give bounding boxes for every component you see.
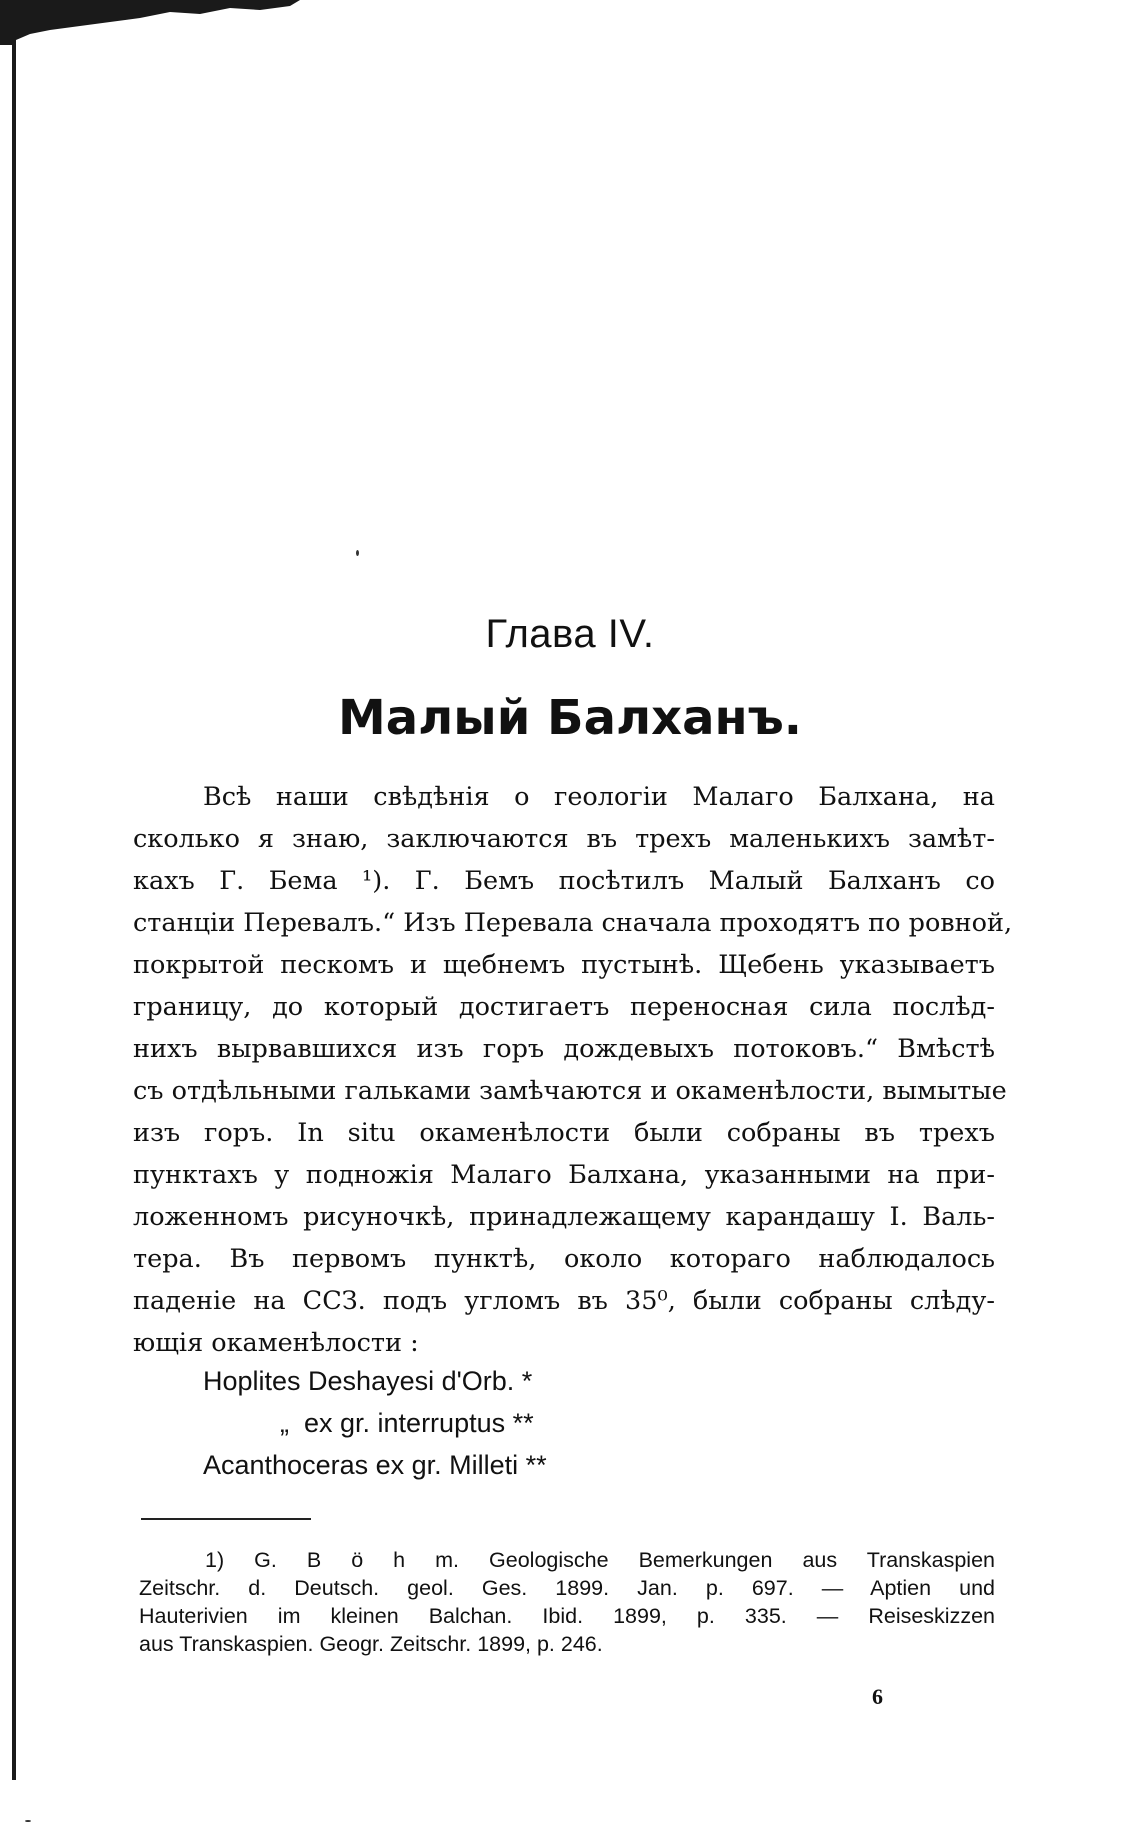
text-line: Всѣ наши свѣдѣнія о геологіи Малаго Балхана, на	[203, 782, 995, 812]
text-line: покрытой пескомъ и щебнемъ пустынѣ. Щебень указываетъ	[133, 950, 995, 980]
text-line: станціи Перевалъ.“ Изъ Перевала сначала проходятъ по ровной,	[133, 908, 1013, 938]
species-item: „ ex gr. interruptus **	[280, 1408, 534, 1438]
text-line: тера. Въ первомъ пунктѣ, около котораго наблюдалось	[133, 1244, 995, 1274]
scan-speck	[25, 1820, 31, 1822]
footnote-line: Zeitschr. d. Deutsch. geol. Ges. 1899. Jan. p. 697. — Aptien und	[139, 1576, 995, 1600]
species-list	[203, 1360, 547, 1486]
species-item: Hoplites Deshayesi d'Orb. *	[203, 1366, 533, 1396]
body-paragraph	[133, 776, 1013, 1364]
text-line: границу, до который достигаетъ переносная сила послѣд-	[133, 992, 995, 1022]
footnote	[139, 1546, 995, 1658]
text-line: ложенномъ рисуночкѣ, принадлежащему карандашу І. Валь-	[133, 1202, 995, 1232]
page-number: 6	[872, 1684, 883, 1709]
text-line: съ отдѣльными гальками замѣчаются и окаменѣлости, вымытые	[133, 1076, 1007, 1106]
footnote-line: aus Transkaspien. Geogr. Zeitschr. 1899, p. 246.	[139, 1632, 603, 1656]
footnote-line: Hauterivien im kleinen Balchan. Ibid. 1899, p. 335. — Reiseskizzen	[139, 1604, 995, 1628]
species-item: Acanthoceras ex gr. Milleti **	[203, 1450, 547, 1480]
scan-corner-smudge	[0, 0, 300, 45]
text-line: ющія окаменѣлости :	[133, 1328, 419, 1358]
text-line: сколько я знаю, заключаются въ трехъ маленькихъ замѣт-	[133, 824, 995, 854]
footnote-line: 1) G. B ö h m. Geologische Bemerkungen aus Transkaspien	[205, 1548, 995, 1572]
text-line: нихъ вырвавшихся изъ горъ дождевыхъ потоковъ.“ Вмѣстѣ	[133, 1034, 995, 1064]
scan-edge	[12, 0, 16, 1780]
text-line: паденіе на ССЗ. подъ угломъ въ 35⁰, были собраны слѣду-	[133, 1286, 995, 1316]
footnote-divider	[141, 1518, 311, 1520]
text-line: изъ горъ. In situ окаменѣлости были собраны въ трехъ	[133, 1118, 995, 1148]
chapter-title: Малый Балханъ.	[337, 690, 802, 746]
chapter-label: Глава IV.	[485, 612, 655, 656]
scan-speck	[356, 550, 359, 556]
text-line: пунктахъ у подножія Малаго Балхана, указанными на при-	[133, 1160, 995, 1190]
text-line: кахъ Г. Бема ¹). Г. Бемъ посѣтилъ Малый Балханъ со	[133, 866, 995, 896]
